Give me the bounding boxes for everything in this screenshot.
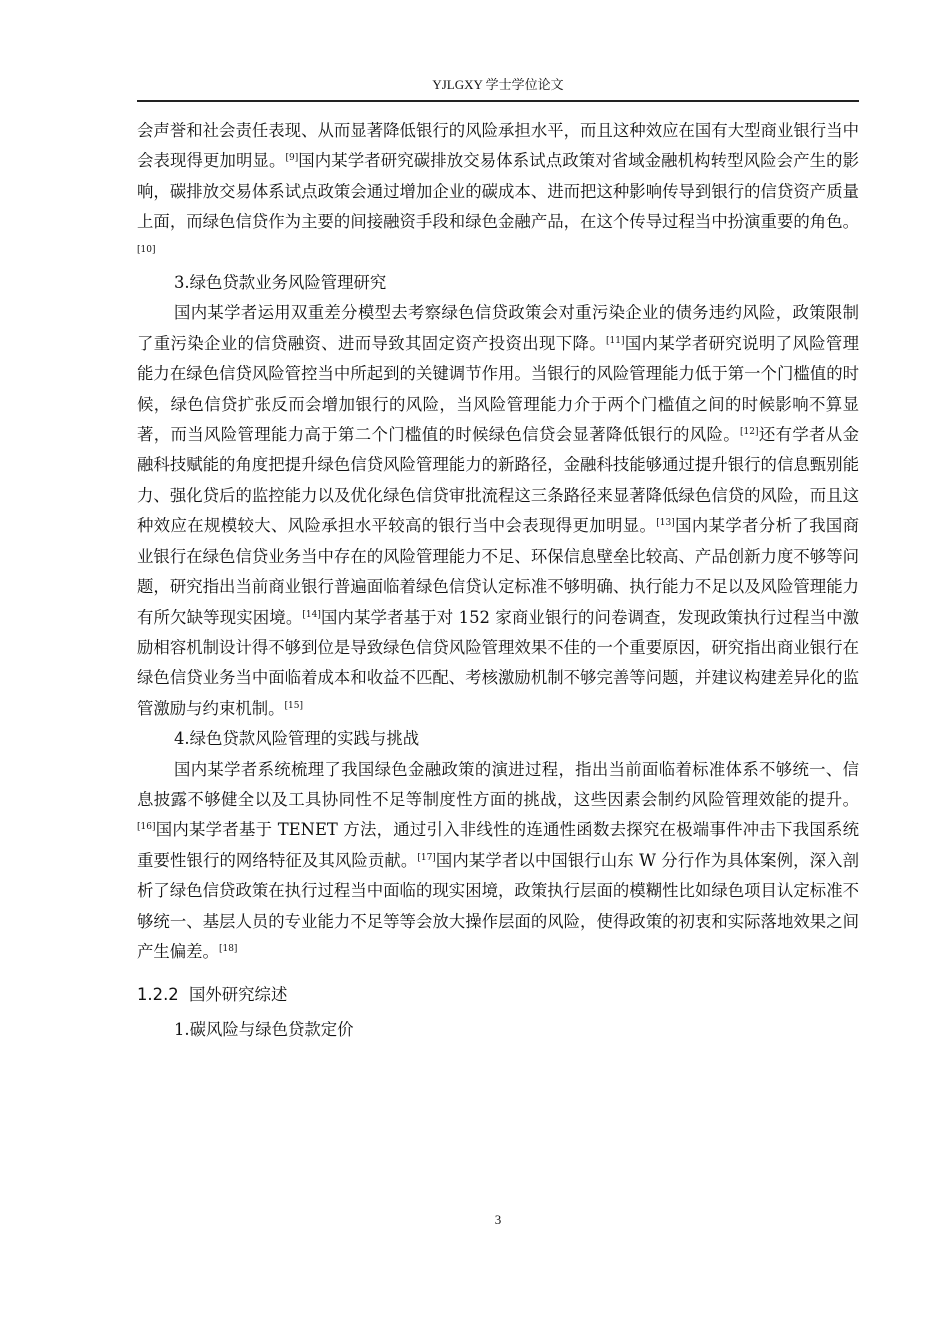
paragraph-text: 还有学者从金融科技赋能的角度把提升绿色信贷风险管理能力的新路径，金融科技能够通过提升银行的信息甄别能力、强化贷后的监控能力以及优化绿色信贷审批流程这三条路径来显著降低绿色信贷的风险，而且这种效应在规模较大、风险承担水平较高的银行当中会表现得更加明显。 [137, 425, 860, 536]
document-body [137, 116, 859, 1046]
subheading-green-loan-risk-management: 3.绿色贷款业务风险管理研究 [174, 273, 387, 293]
citation[interactable]: [11] [606, 335, 625, 346]
citation[interactable]: [13] [656, 518, 675, 529]
citation[interactable]: [15] [284, 700, 303, 711]
section-heading-foreign-review [137, 980, 859, 1010]
subheading-carbon-risk-pricing: 1.碳风险与绿色贷款定价 [174, 1020, 354, 1040]
paragraph-continuation [137, 116, 859, 268]
paragraph-text: 会声誉和社会责任表现、从而显著降低银行的风险承担水平，而且这种效应在国有大型商业银行当中会表现得更加明显。 [137, 121, 859, 171]
section-number: 1.2.2 [137, 985, 179, 1005]
paragraph-practice-challenges [137, 755, 859, 968]
paragraph-risk-management-research [137, 298, 859, 724]
paragraph-text: 国内某学者基于对 152 家商业银行的问卷调查，发现政策执行过程当中激励相容机制设计得不够到位是导致绿色信贷风险管理效果不佳的一个重要原因，研究指出商业银行在绿色信贷业务当中面临着成本和收益不匹配、考核激励机制不够完善等问题，并建议构建差异化的监管激励与约束机制。 [137, 607, 860, 718]
citation[interactable]: [9] [285, 153, 299, 164]
citation[interactable]: [12] [740, 427, 759, 438]
paragraph-text: 国内某学者研究碳排放交易体系试点政策对省域金融机构转型风险会产生的影响，碳排放交易体系试点政策会通过增加企业的碳成本、进而把这种影响传导到银行的信贷资产质量上面，而绿色信贷作为主要的间接融资手段和绿色金融产品，在这个传导过程当中扮演重要的角色。 [137, 151, 860, 232]
citation[interactable]: [16] [137, 822, 156, 833]
paragraph-text: 国内某学者以中国银行山东 W 分行作为具体案例，深入剖析了绿色信贷政策在执行过程当中面临的现实困境，政策执行层面的模糊性比如绿色项目认定标准不够统一、基层人员的专业能力不足等等会放大操作层面的风险，使得政策的初衷和实际落地效果之间产生偏差。 [137, 850, 860, 961]
paragraph-text: 国内某学者基于 TENET 方法，通过引入非线性的连通性函数去探究在极端事件冲击下我国系统重要性银行的网络特征及其风险贡献。 [137, 820, 859, 870]
citation[interactable]: [17] [417, 852, 436, 863]
citation[interactable]: [10] [137, 244, 156, 255]
subheading-practice-and-challenges: 4.绿色贷款风险管理的实践与挑战 [174, 729, 420, 749]
paragraph-text: 国内某学者系统梳理了我国绿色金融政策的演进过程，指出当前面临着标准体系不够统一、信息披露不够健全以及工具协同性不足等制度性方面的挑战，这些因素会制约风险管理效能的提升。 [137, 759, 859, 809]
citation[interactable]: [14] [302, 609, 321, 620]
paragraph-text: 国内某学者分析了我国商业银行在绿色信贷业务当中存在的风险管理能力不足、环保信息壁垒比较高、产品创新力度不够等问题，研究指出当前商业银行普遍面临着绿色信贷认定标准不够明确、执行能力不足以及风险管理能力有所欠缺等现实困境。 [137, 516, 860, 627]
page-header: YJLGXY 学士学位论文 [432, 77, 564, 92]
header-divider [137, 100, 859, 102]
page-number: 3 [494, 1212, 502, 1227]
citation[interactable]: [18] [218, 943, 238, 954]
section-title: 国外研究综述 [189, 985, 288, 1005]
paragraph-text: 国内某学者运用双重差分模型去考察绿色信贷政策会对重污染企业的债务违约风险，政策限制了重污染企业的信贷融资、进而导致其固定资产投资出现下降。 [137, 303, 859, 353]
paragraph-text: 国内某学者研究说明了风险管理能力在绿色信贷风险管控当中所起到的关键调节作用。当银行的风险管理能力低于第一个门槛值的时候，绿色信贷扩张反而会增加银行的风险，当风险管理能力介于两个门槛值之间的时候影响不算显著，而当风险管理能力高于第二个门槛值的时候绿色信贷会显著降低银行的风险。 [137, 333, 860, 445]
